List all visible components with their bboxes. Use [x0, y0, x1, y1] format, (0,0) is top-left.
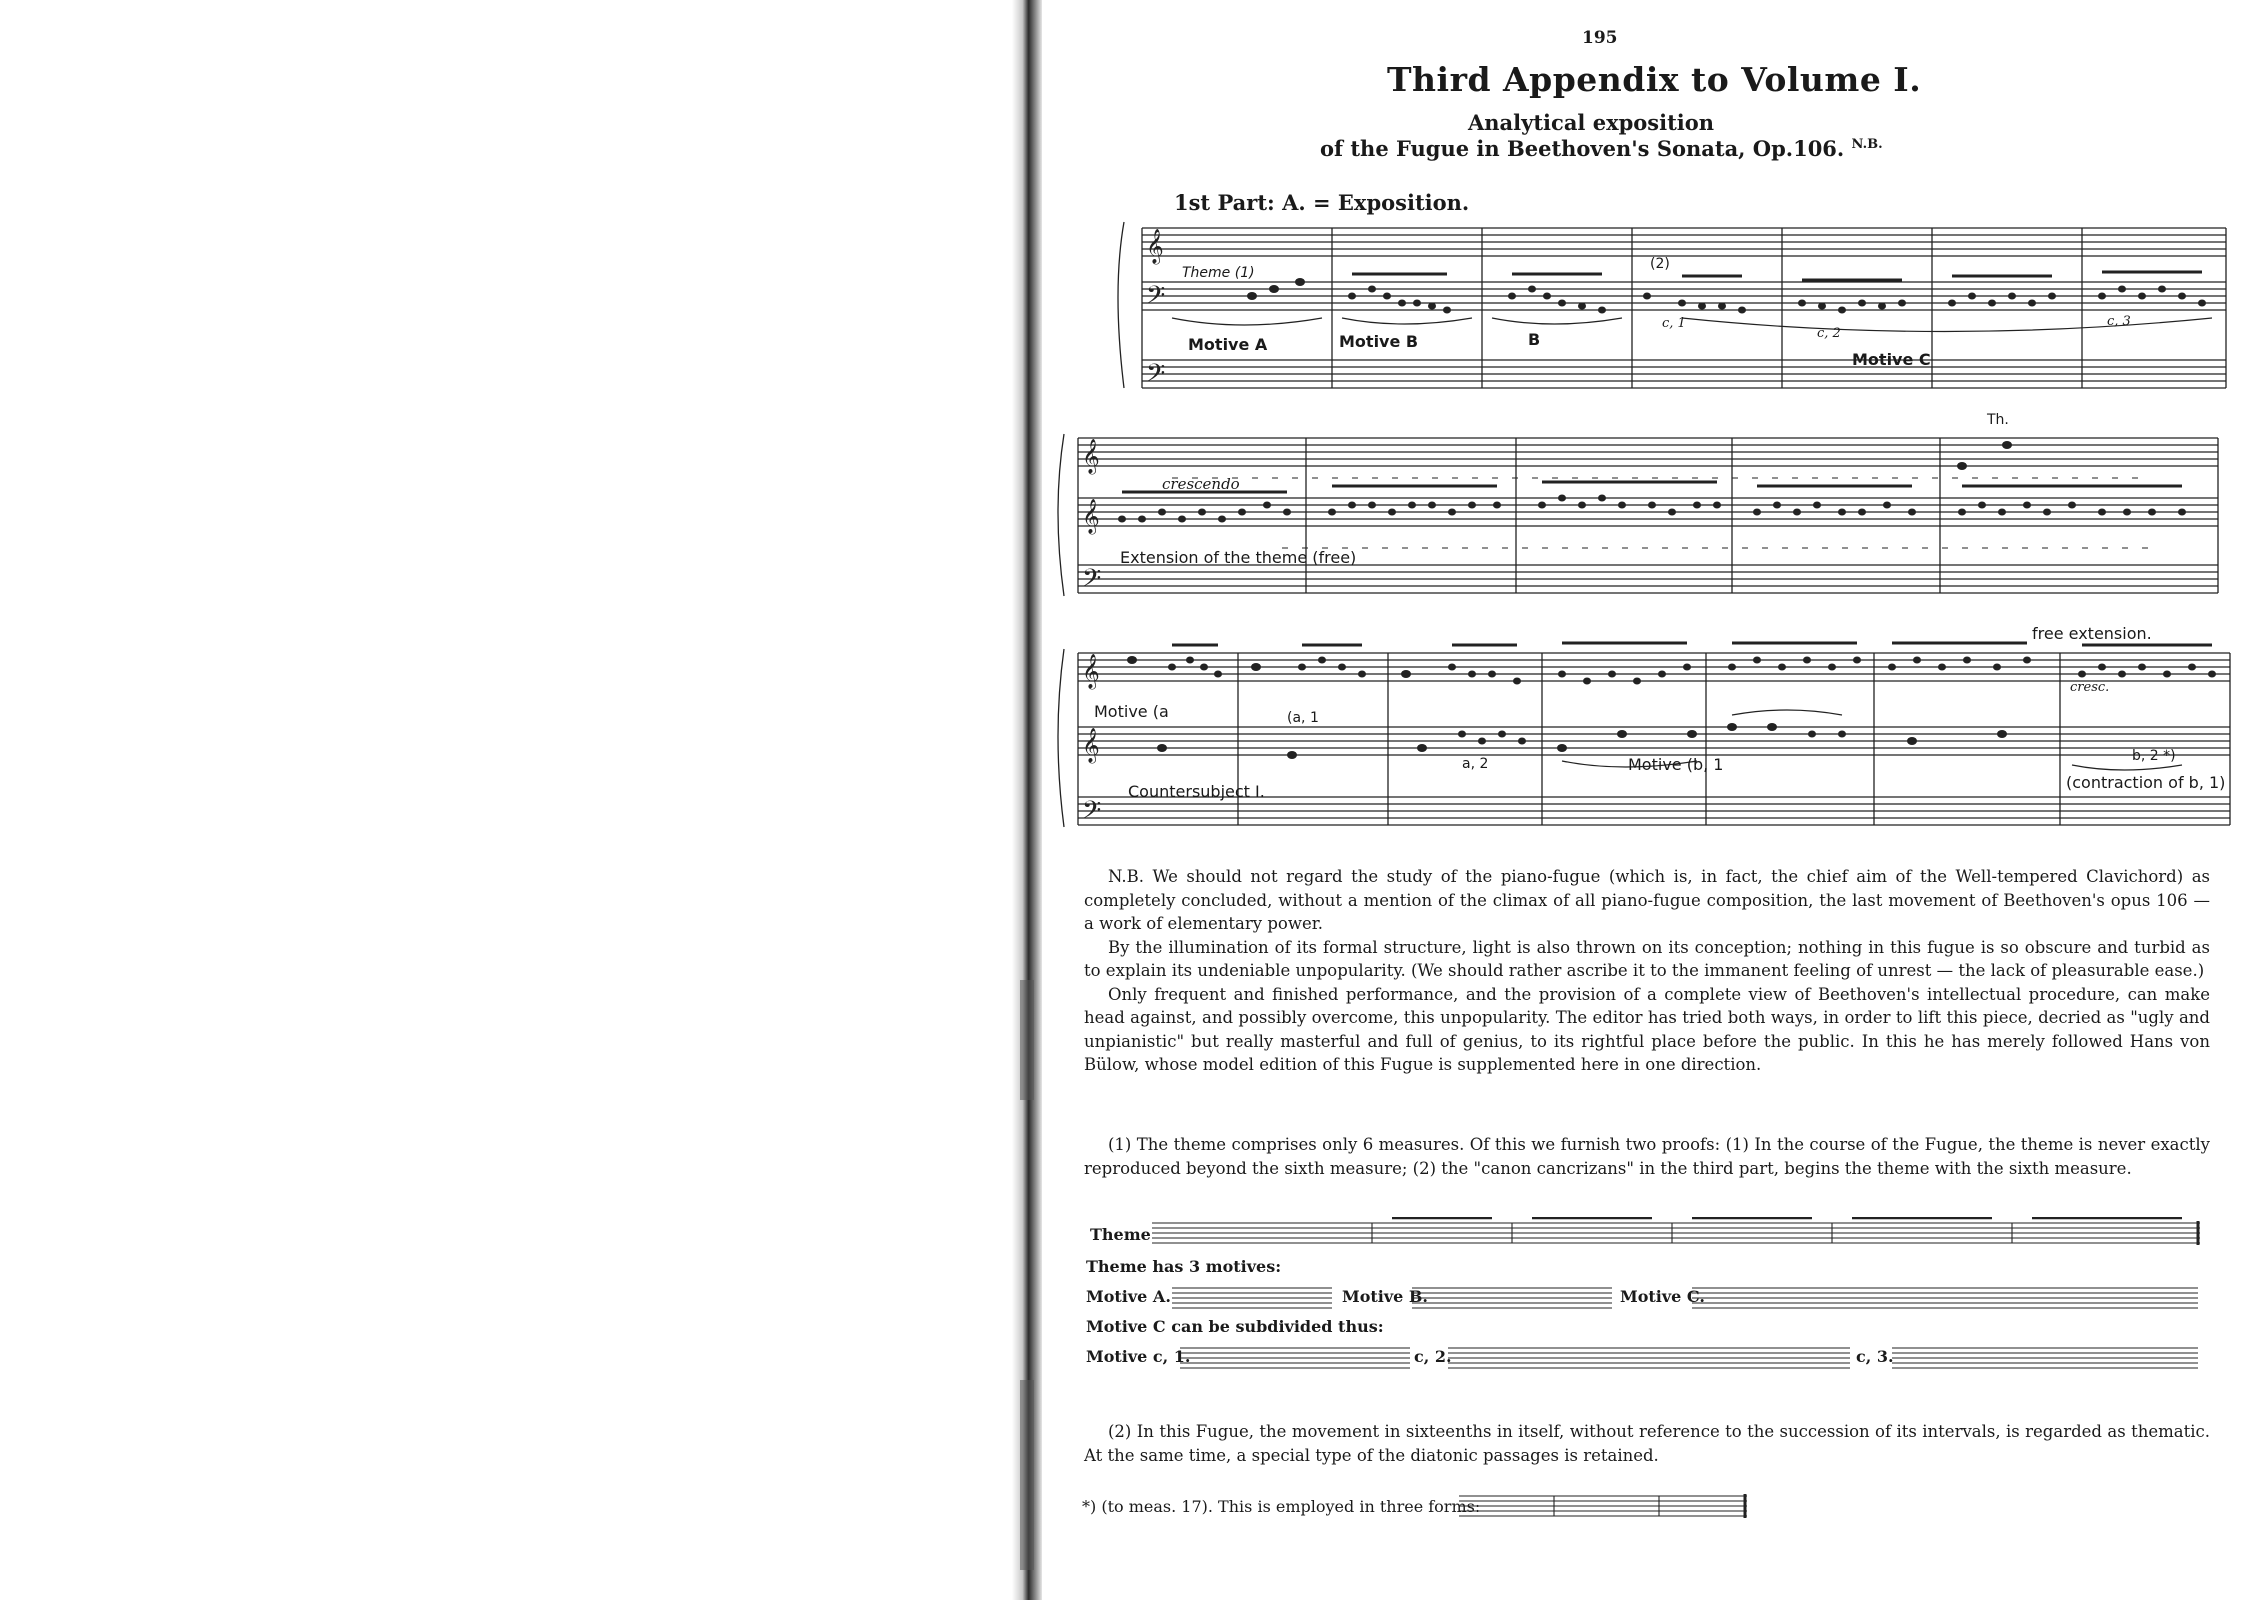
motive-c-label: Motive C: [1852, 350, 1931, 369]
page-number: 195: [1582, 28, 1618, 48]
motive-b1-label: Motive (b, 1: [1628, 755, 1724, 774]
spine-shadow: [1020, 980, 1034, 1100]
motive-a-label-2: Motive (a: [1094, 702, 1169, 721]
svg-text:𝄞: 𝄞: [1082, 654, 1100, 689]
motive-b-label: Motive B: [1339, 332, 1419, 351]
note-1: [1084, 1133, 2210, 1180]
motive-c-subdivided-label: Motive C can be subdivided thus:: [1086, 1317, 1384, 1336]
section-heading: 1st Part: A. = Exposition.: [1174, 190, 1470, 215]
note-2: [1084, 1420, 2210, 1467]
motive-a-label: Motive A: [1188, 335, 1268, 354]
book-spine: [1012, 0, 1042, 1600]
countersubject-label: Countersubject I.: [1128, 782, 1265, 801]
b2-label: b, 2 *): [2132, 748, 2176, 764]
footnote: *) (to meas. 17). This is employed in three forms:: [1082, 1497, 1481, 1516]
score-system-3: [1042, 635, 2263, 835]
circle-mark: (2): [1650, 256, 1670, 272]
motive-c-example-label: Motive C.: [1620, 1287, 1705, 1306]
theme-example-staff: [1152, 1217, 2202, 1251]
spine-shadow: [1020, 1380, 1034, 1570]
svg-text:𝄞: 𝄞: [1146, 229, 1164, 264]
subtitle-line-2: of the Fugue in Beethoven's Sonata, Op.106. $^{N.B.}$: [1320, 136, 1883, 161]
svg-text:𝄢: 𝄢: [1146, 359, 1166, 394]
b-label: B: [1528, 330, 1541, 349]
svg-text:𝄢: 𝄢: [1146, 281, 1166, 316]
motive-b-example-label: Motive B.: [1342, 1287, 1428, 1306]
c3-label: c, 3: [2107, 314, 2131, 329]
footnote-example-staff: [1459, 1490, 1749, 1522]
svg-text:𝄢: 𝄢: [1082, 796, 1102, 831]
contraction-label: (contraction of b, 1): [2066, 773, 2226, 792]
c2-label: c, 2: [1817, 326, 1841, 341]
motive-examples-staff: [1172, 1282, 2202, 1314]
note-2-text: (2) In this Fugue, the movement in sixteenths in itself, without reference to the succession of its intervals, is regarded as thematic. At the same time, a special type of the diatonic passages is retained.: [1084, 1422, 2210, 1465]
motive-c-subdivision-staff: [1180, 1342, 2202, 1374]
svg-text:𝄞: 𝄞: [1082, 728, 1100, 763]
svg-text:𝄢: 𝄢: [1082, 564, 1102, 599]
extension-label: Extension of the theme (free): [1120, 548, 1357, 567]
nb-paragraph: N.B. We should not regard the study of the piano-fugue (which is, in fact, the chief aim of the Well-tempered Clavichord) as completely concluded, without a mention of the climax of all piano-fugue composition, the last movement of Beethoven's opus 106 — a work of elementary power.: [1084, 867, 2210, 933]
book-page: [1042, 0, 2263, 1600]
motive-a-example-label: Motive A.: [1086, 1287, 1171, 1306]
nb-notes: [1084, 865, 2210, 1077]
c2-example-label: c, 2.: [1414, 1347, 1452, 1366]
th-label: Th.: [1987, 412, 2009, 428]
score-system-1: [1042, 210, 2263, 400]
c3-example-label: c, 3.: [1856, 1347, 1894, 1366]
system-brace: [1058, 434, 1064, 596]
svg-text:𝄞: 𝄞: [1082, 439, 1100, 474]
system-brace: [1118, 222, 1124, 388]
theme-label: Theme (1): [1182, 265, 1255, 281]
free-extension-label: free extension.: [2032, 624, 2152, 643]
nb-mark: N.B.: [1851, 137, 1883, 152]
note-1-text: (1) The theme comprises only 6 measures. Of this we furnish two proofs: (1) In the course of the Fugue, the theme is never exactly reproduced beyond the sixth measure; (2) the "canon cancrizans" in the third part, begins the theme with the sixth measure.: [1084, 1135, 2210, 1178]
svg-text:𝄞: 𝄞: [1082, 499, 1100, 534]
c1-label: c, 1: [1662, 316, 1686, 331]
motive-c1-label: Motive c, 1.: [1086, 1347, 1191, 1366]
a1-label: (a, 1: [1287, 710, 1319, 726]
crescendo-marking: crescendo: [1162, 475, 1240, 493]
subtitle-line-1: Analytical exposition: [1468, 110, 1715, 135]
paragraph-3: Only frequent and finished performance, and the provision of a complete view of Beethoven's intellectual procedure, can make head against, and possibly overcome, this unpopularity. The editor has tried both ways, in order to lift this piece, decried as "ugly and unpianistic" but really masterful and full of genius, to its rightful place before the public. In this he has merely followed Hans von Bülow, whose model edition of this Fugue is supplemented here in one direction.: [1084, 984, 2210, 1074]
system-brace: [1058, 649, 1064, 827]
a2-label: a, 2: [1462, 756, 1489, 772]
paragraph-2: By the illumination of its formal structure, light is also thrown on its conception; nothing in this fugue is so obscure and turbid as to explain its undeniable unpopularity. (We should rather ascribe it to the immanent feeling of unrest — the lack of pleasurable ease.): [1084, 937, 2210, 980]
score-system-2: [1042, 420, 2263, 600]
cresc-marking: cresc.: [2070, 680, 2110, 695]
theme-example-label: Theme: [1090, 1225, 1151, 1244]
page-title: Third Appendix to Volume I.: [1387, 60, 1922, 99]
theme-has-label: Theme has 3 motives:: [1086, 1257, 1282, 1276]
